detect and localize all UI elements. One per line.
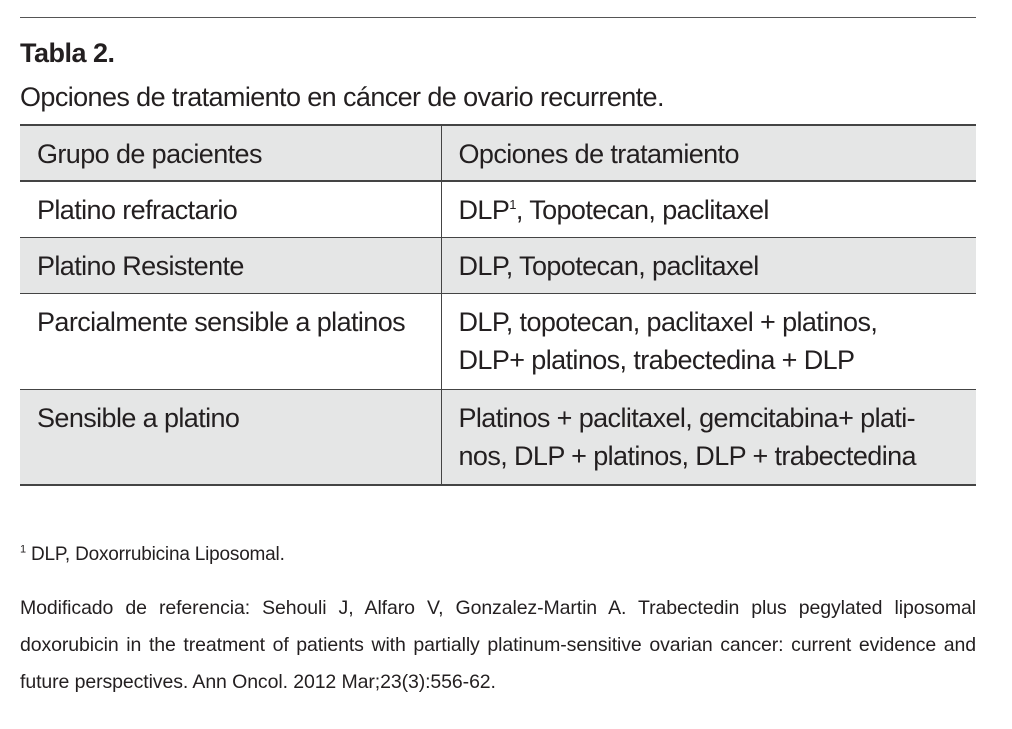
table-title: Tabla 2. [20,38,115,68]
reference-note: Modificado de referencia: Sehouli J, Alfaro V, Gonzalez-Martin A. Trabectedin plus pegylated liposomal doxorubicin in the treatment of patients with partially platinum-sensitive ovarian cancer: current evidence and future perspectives. Ann Oncol. 2012 Mar;23(3):556-62. [20,597,976,693]
footnote-marker: 1 [509,197,516,212]
table-row [20,389,976,485]
footnote [20,544,285,566]
cell-treatment [441,181,976,237]
header-treatment-options: Opciones de tratamiento [458,139,739,169]
table-row [20,293,976,389]
cell-group: Parcialmente sensible a platinos [20,293,441,389]
treatment-line: DLP, topotecan, paclitaxel + platinos, [458,306,878,337]
table-caption: Opciones de tratamiento en cáncer de ovario recurrente. [20,82,664,112]
footnote-text: DLP, Doxorrubicina Liposomal. [25,544,285,565]
treatment-text: , Topotecan, paclitaxel [515,195,769,225]
top-rule [20,17,976,18]
cell-treatment [441,293,976,389]
treatment-prefix: DLP [458,195,510,225]
treatment-table [20,124,976,486]
cell-group: Platino Resistente [20,237,441,293]
treatment-line: nos, DLP + platinos, DLP + trabectedina [458,440,916,471]
cell-treatment [441,389,976,485]
table-header-row [20,125,976,181]
cell-group: Platino refractario [20,181,441,237]
header-patient-group: Grupo de pacientes [20,125,441,181]
treatment-line: Platinos + paclitaxel, gemcitabina+ plati- [458,402,916,433]
footnote-number: 1 [20,543,26,556]
cell-group: Sensible a platino [20,389,441,485]
treatment-line: DLP+ platinos, trabectedina + DLP [458,344,855,375]
table-row [20,237,976,293]
table-row [20,181,976,237]
cell-treatment: DLP, Topotecan, paclitaxel [458,250,759,281]
